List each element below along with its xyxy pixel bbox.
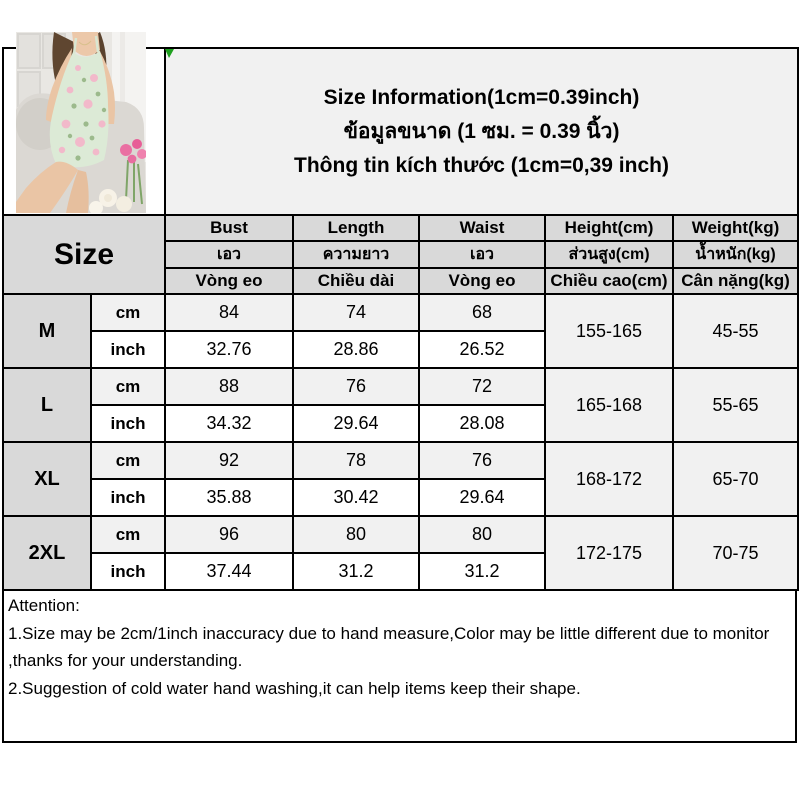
- l-height-range: 165-168: [545, 368, 673, 442]
- title-line-en: Size Information(1cm=0.39inch): [323, 85, 640, 109]
- xl-waist-inch: 29.64: [419, 479, 545, 516]
- unit-cm-label: cm: [91, 368, 165, 405]
- unit-cm-label: cm: [91, 442, 165, 479]
- m-waist-cm: 68: [419, 294, 545, 331]
- unit-cm-label: cm: [91, 516, 165, 553]
- xl-length-inch: 30.42: [293, 479, 419, 516]
- xl-bust-inch: 35.88: [165, 479, 293, 516]
- l-length-cm: 76: [293, 368, 419, 405]
- col-header-height-th: ส่วนสูง(cm): [545, 241, 673, 268]
- m-bust-cm: 84: [165, 294, 293, 331]
- col-header-height-en: Height(cm): [545, 215, 673, 241]
- col-header-bust-vi: Vòng eo: [165, 268, 293, 294]
- col-header-waist-vi: Vòng eo: [419, 268, 545, 294]
- l-weight-range: 55-65: [673, 368, 798, 442]
- col-header-weight-th: น้ำหนัก(kg): [673, 241, 798, 268]
- green-corner-marker: [165, 49, 174, 58]
- title-line-vi: Thông tin kích thước (1cm=0,39 inch): [294, 153, 669, 177]
- unit-inch-label: inch: [91, 405, 165, 442]
- col-header-height-vi: Chiều cao(cm): [545, 268, 673, 294]
- size-label-xl: XL: [3, 442, 91, 516]
- m-length-inch: 28.86: [293, 331, 419, 368]
- col-header-length-th: ความยาว: [293, 241, 419, 268]
- col-header-length-en: Length: [293, 215, 419, 241]
- attention-note-1: 1.Size may be 2cm/1inch inaccuracy due to hand measure,Color may be little different due to monitor ,thanks for your understanding.: [8, 623, 770, 671]
- 2xl-length-cm: 80: [293, 516, 419, 553]
- xl-waist-cm: 76: [419, 442, 545, 479]
- m-bust-inch: 32.76: [165, 331, 293, 368]
- attention-heading: Attention:: [8, 596, 80, 615]
- xl-height-range: 168-172: [545, 442, 673, 516]
- 2xl-weight-range: 70-75: [673, 516, 798, 590]
- col-header-bust-th: เอว: [165, 241, 293, 268]
- l-length-inch: 29.64: [293, 405, 419, 442]
- title-line-th: ข้อมูลขนาด (1 ซม. = 0.39 นิ้ว): [343, 119, 620, 143]
- size-label-2xl: 2XL: [3, 516, 91, 590]
- size-label-l: L: [3, 368, 91, 442]
- col-header-bust-en: Bust: [165, 215, 293, 241]
- col-header-weight-vi: Cân nặng(kg): [673, 268, 798, 294]
- l-bust-inch: 34.32: [165, 405, 293, 442]
- col-header-waist-en: Waist: [419, 215, 545, 241]
- 2xl-length-inch: 31.2: [293, 553, 419, 590]
- 2xl-bust-inch: 37.44: [165, 553, 293, 590]
- col-header-waist-th: เอว: [419, 241, 545, 268]
- attention-note-box: [2, 591, 797, 743]
- unit-inch-label: inch: [91, 553, 165, 590]
- unit-inch-label: inch: [91, 331, 165, 368]
- l-bust-cm: 88: [165, 368, 293, 405]
- col-header-length-vi: Chiều dài: [293, 268, 419, 294]
- 2xl-waist-cm: 80: [419, 516, 545, 553]
- m-length-cm: 74: [293, 294, 419, 331]
- l-waist-cm: 72: [419, 368, 545, 405]
- xl-weight-range: 65-70: [673, 442, 798, 516]
- m-weight-range: 45-55: [673, 294, 798, 368]
- unit-cm-label: cm: [91, 294, 165, 331]
- xl-bust-cm: 92: [165, 442, 293, 479]
- 2xl-waist-inch: 31.2: [419, 553, 545, 590]
- attention-note-2: 2.Suggestion of cold water hand washing,it can help items keep their shape.: [8, 678, 581, 698]
- product-photo: [16, 32, 146, 213]
- size-header-cell: Size: [3, 215, 165, 294]
- m-waist-inch: 26.52: [419, 331, 545, 368]
- 2xl-bust-cm: 96: [165, 516, 293, 553]
- size-label-m: M: [3, 294, 91, 368]
- m-height-range: 155-165: [545, 294, 673, 368]
- l-waist-inch: 28.08: [419, 405, 545, 442]
- 2xl-height-range: 172-175: [545, 516, 673, 590]
- unit-inch-label: inch: [91, 479, 165, 516]
- xl-length-cm: 78: [293, 442, 419, 479]
- title-cell: [165, 48, 798, 215]
- col-header-weight-en: Weight(kg): [673, 215, 798, 241]
